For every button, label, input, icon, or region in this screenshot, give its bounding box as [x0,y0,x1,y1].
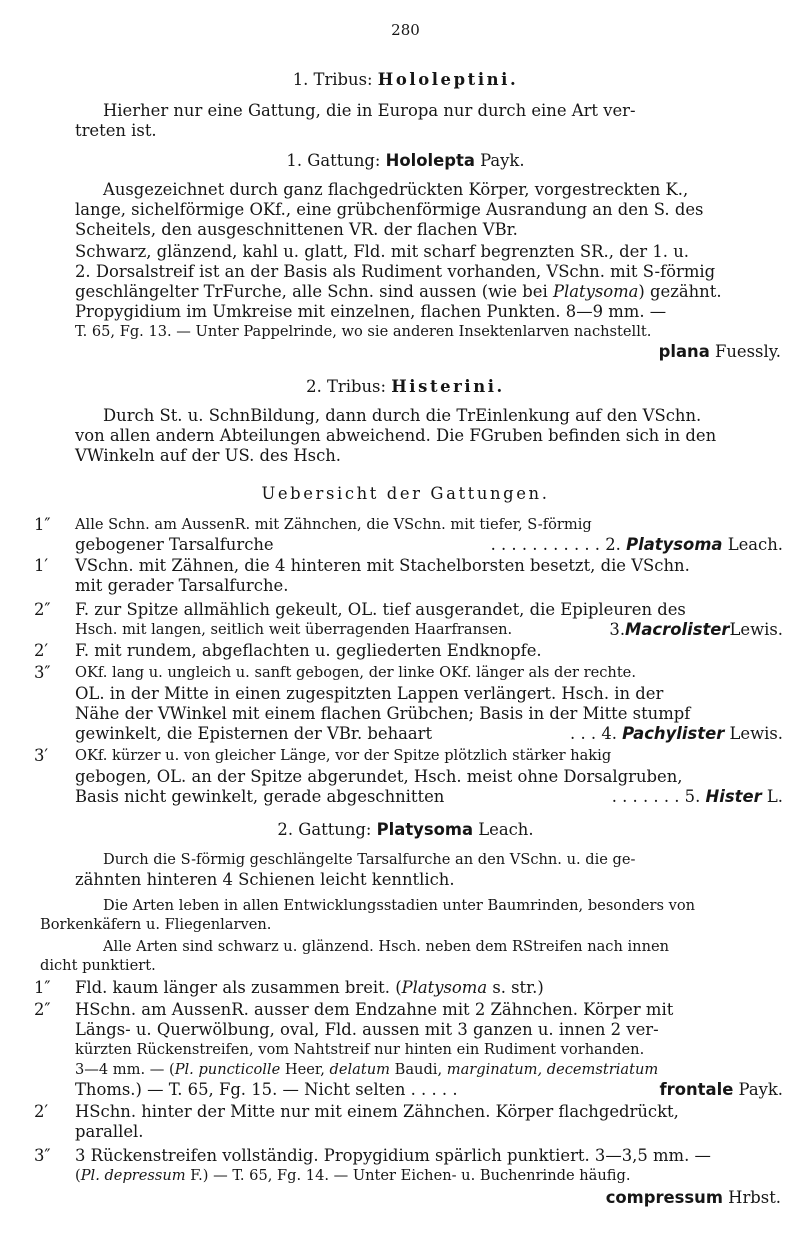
genus-description-line: lange, sichelförmige OKf., eine grübchenförmige Ausrandung an den S. des [75,200,704,219]
species-description-line: Propygidium im Umkreise mit einzelnen, flachen Punkten. 8—9 mm. — [75,302,667,321]
genus-heading [0,151,811,171]
species-name-line [606,1188,781,1208]
genus-description-line: Durch die S-förmig geschlängelte Tarsalfurche an den VSchn. u. die ge- [103,851,636,868]
key-couplet-line: HSchn. am AussenR. ausser dem Endzahne mit 2 Zähnchen. Körper mit [75,1000,674,1019]
key-couplet-line: OKf. kürzer u. von gleicher Länge, vor der Spitze plötzlich stärker hakig [75,747,612,764]
tribe-heading-name: Hololeptini. [377,70,519,89]
key-couplet-text: ( [395,978,402,997]
page-number: 280 [391,21,420,39]
key-result [491,535,783,555]
key-couplet-line: 3 Rückenstreifen vollständig. Propygidium spärlich punktiert. 3—3,5 mm. — [75,1146,711,1165]
key-couplet-number: 1″ [34,515,51,534]
key-couplet-line: Alle Schn. am AussenR. mit Zähnchen, die VSchn. mit tiefer, S-förmig [75,516,592,533]
key-couplet-line [75,620,783,640]
key-couplet-line [75,1080,783,1100]
species-name: frontale [659,1080,734,1099]
genus-heading-prefix: 2. Gattung: [277,820,372,839]
synonym-author: Baudi, [394,1061,443,1078]
genus-heading-prefix: 1. Gattung: [286,151,381,170]
genus-reference: Platysoma [401,978,488,997]
leader-dots: . . . . . . . . . . . [490,535,601,554]
synonym-name: marginatum, decemstriatum [446,1061,659,1078]
genus-reference: Platysoma [552,282,639,301]
key-couplet-line [75,1166,783,1186]
species-description-text: ) gezähnt. [638,282,722,301]
key-couplet-line [75,787,783,807]
key-couplet-line: F. zur Spitze allmählich gekeult, OL. tief ausgerandet, die Epipleuren des [75,600,686,619]
leader-dots: . . . . . [410,1080,458,1099]
key-couplet-text: F.) — T. 65, Fg. 14. — Unter Eichen- u. Buchenrinde häufig. [190,1167,631,1184]
genus-heading-author: Payk. [480,151,525,170]
key-couplet-line: parallel. [75,1122,144,1141]
genus-description-line: zähnten hinteren 4 Schienen leicht kenntlich. [75,870,455,889]
species-name: compressum [605,1188,723,1207]
genus-note-line: Alle Arten sind schwarz u. glänzend. Hsch. neben dem RStreifen nach innen [103,938,670,955]
genus-description-line: Ausgezeichnet durch ganz flachgedrückten Körper, vorgestreckten K., [103,180,689,199]
key-couplet-text: Thoms.) — T. 65, Fg. 15. — Nicht selten [75,1080,406,1099]
key-couplet-number: 3′ [34,746,49,765]
key-couplet-line: OKf. lang u. ungleich u. sanft gebogen, der linke OKf. länger als der rechte. [75,664,636,681]
key-couplet-text: gebogener Tarsalfurche [75,535,274,554]
key-couplet-line: kürzten Rückenstreifen, vom Nahtstreif nur hinten ein Rudiment vorhanden. [75,1041,645,1058]
species-name-line [659,342,781,362]
key-result-number: 4. [601,724,617,743]
key-result [570,724,783,744]
key-couplet-number: 2″ [34,1000,51,1019]
key-couplet-number: 1′ [34,556,49,575]
genus-note-line: Borkenkäfern u. Fliegenlarven. [40,916,272,933]
key-couplet-line [75,1060,783,1080]
key-couplet-text: Basis nicht gewinkelt, gerade abgeschnitten [75,787,445,806]
species-description-line [75,282,722,302]
species-author: Fuessly. [715,342,781,361]
key-couplet-line: gebogen, OL. an der Spitze abgerundet, Hsch. meist ohne Dorsalgruben, [75,767,683,786]
key-result-genus: Macrolister [625,620,730,639]
genus-heading-name: Platysoma [376,820,474,839]
key-couplet-line: F. mit rundem, abgeflachten u. gegliederten Endknopfe. [75,641,542,660]
synonym-name: delatum [329,1061,390,1078]
species-name: plana [658,342,710,361]
genus-heading-name: Hololepta [385,151,475,170]
key-result [609,620,783,640]
key-couplet-text: s. str.) [492,978,544,997]
key-couplet-number: 2′ [34,641,49,660]
key-couplet-line: OL. in der Mitte in einen zugespitzten Lappen verlängert. Hsch. in der [75,684,664,703]
key-result-number: 3. [609,620,626,639]
key-couplet-text: 3—4 mm. — ( [75,1061,175,1078]
tribe-heading-prefix: 2. Tribus: [306,377,386,396]
synonym-name: Pl. depressum [80,1167,186,1184]
key-result-genus: Pachylister [622,724,725,743]
key-couplet-line [75,978,783,998]
key-couplet-text: gewinkelt, die Episternen der VBr. behaart [75,724,433,743]
key-couplet-number: 2″ [34,600,51,619]
tribe-heading [0,70,811,90]
leader-dots: . . . [570,724,597,743]
key-result-number: 2. [605,535,621,554]
key-couplet-text: ( [75,1167,81,1184]
key-result-author: Lewis. [729,724,783,743]
key-couplet-number: 3″ [34,1146,51,1165]
leader-dots: . . . . . . . [611,787,680,806]
key-couplet-line [75,535,783,555]
key-couplet-line [75,724,783,744]
tribe-intro-line: treten ist. [75,121,157,140]
key-title: Uebersicht der Gattungen. [261,484,550,503]
key-result-author: L. [766,787,783,806]
key-couplet-line: VSchn. mit Zähnen, die 4 hinteren mit Stachelborsten besetzt, die VSchn. [75,556,690,575]
key-couplet-text [75,1080,458,1100]
synonym-name: Pl. puncticolle [174,1061,281,1078]
key-couplet-line: Längs- u. Querwölbung, oval, Fld. aussen mit 3 ganzen u. innen 2 ver- [75,1020,659,1039]
tribe-description-line: Durch St. u. SchnBildung, dann durch die TrEinlenkung auf den VSchn. [103,406,702,425]
key-result-genus: Hister [705,787,762,806]
genus-heading-author: Leach. [478,820,534,839]
tribe-description-line: von allen andern Abteilungen abweichend. Die FGruben befinden sich in den [75,426,717,445]
species-description-line: 2. Dorsalstreif ist an der Basis als Rudiment vorhanden, VSchn. mit S-förmig [75,262,716,281]
species-description-line: Schwarz, glänzend, kahl u. glatt, Fld. mit scharf begrenzten SR., der 1. u. [75,242,689,261]
key-couplet-line: Nähe der VWinkel mit einem flachen Grübchen; Basis in der Mitte stumpf [75,704,691,723]
tribe-intro-line: Hierher nur eine Gattung, die in Europa nur durch eine Art ver- [103,101,636,120]
key-couplet-line: mit gerader Tarsalfurche. [75,576,289,595]
key-result [612,787,783,807]
tribe-description-line: VWinkeln auf der US. des Hsch. [75,446,342,465]
key-couplet-text: Hsch. mit langen, seitlich weit überragenden Haarfransen. [75,621,513,638]
key-couplet-number: 2′ [34,1102,49,1121]
key-couplet-text: Fld. kaum länger als zusammen breit. [75,978,390,997]
species-author: Hrbst. [728,1188,781,1207]
genus-note-line: dicht punktiert. [40,957,156,974]
key-couplet-line: HSchn. hinter der Mitte nur mit einem Zähnchen. Körper flachgedrückt, [75,1102,679,1121]
tribe-heading [0,377,811,397]
species-name-line [660,1080,783,1100]
genus-note-line: Die Arten leben in allen Entwicklungsstadien unter Baumrinden, besonders von [103,897,696,914]
key-couplet-number: 3″ [34,663,51,682]
species-description-text: geschlängelter TrFurche, alle Schn. sind aussen (wie bei [75,282,548,301]
tribe-heading-prefix: 1. Tribus: [292,70,373,89]
genus-description-line: Scheitels, den ausgeschnittenen VR. der flachen VBr. [75,220,518,239]
tribe-heading-name: Histerini. [391,377,505,396]
genus-heading [0,820,811,840]
species-habitat-line: T. 65, Fg. 13. — Unter Pappelrinde, wo sie anderen Insektenlarven nachstellt. [75,323,652,340]
synonym-author: Heer, [284,1061,325,1078]
key-result-author: Leach. [727,535,783,554]
key-couplet-number: 1″ [34,978,51,997]
species-author: Payk. [738,1080,783,1099]
key-result-number: 5. [684,787,701,806]
key-result-genus: Platysoma [626,535,723,554]
key-result-author: Lewis. [729,620,783,639]
